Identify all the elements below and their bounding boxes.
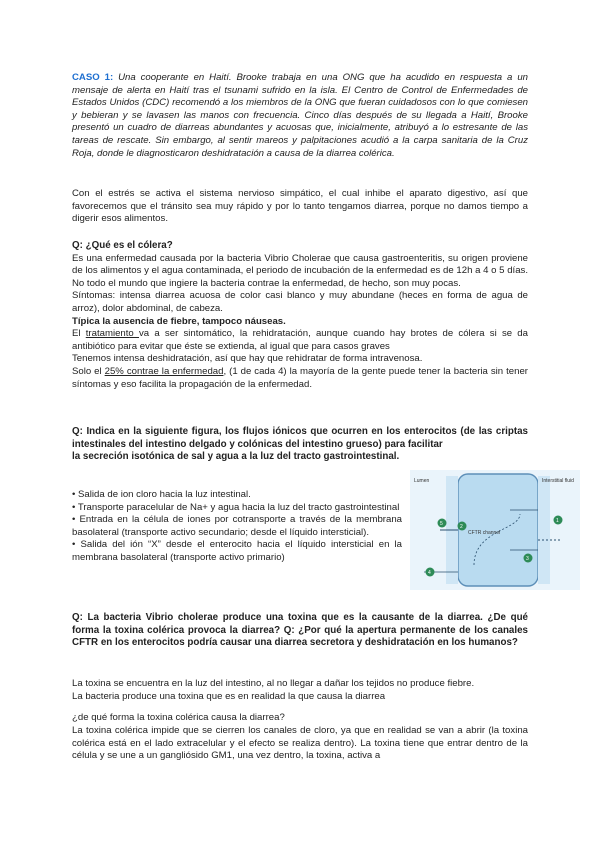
enterocyte-diagram (410, 470, 580, 590)
toxina-p1: La toxina se encuentra en la luz del intestino, al no llegar a dañar los tejidos no produce fiebre. (72, 678, 475, 689)
trat-suffix: va a ser sintomático, la rehidratación, aunque cuando hay brotes de cólera si se da antibiótico para evitar que éste se extienda, al igual que para casos graves (72, 328, 528, 352)
marker-number: 2 (460, 524, 463, 530)
lumen-label: Lumen (414, 478, 430, 484)
colera-section (72, 240, 528, 391)
flujos-question: Q: Indica en la siguiente figura, los flujos iónicos que ocurren en los enterocitos (de las criptas intestinales del intestino delgado y colónicas del intestino grueso) para facilitar (72, 426, 528, 450)
flujos-question-cont: la secreción isotónica de sal y agua a la luz del tracto gastrointestinal. (72, 451, 400, 462)
solo-suffix: , (1 de cada 4) la mayoría de la gente puede tener la bacteria sin tener síntomas y eso facilita la propagación de la enfermedad. (72, 365, 528, 390)
trat-prefix: El (72, 328, 86, 340)
marker-number: 4 (428, 570, 431, 576)
colera-sintomas: Síntomas: intensa diarrea acuosa de color casi blanco y muy abundane (heces en forma de agua de arroz), dolor abdominal, de cabeza. (72, 290, 528, 314)
solo-underlined: 25% contrae la enfermedad (104, 365, 224, 377)
marker-number: 3 (526, 556, 529, 562)
colera-definition: Es una enfermedad causada por la bacteria Vibrio Cholerae que causa gastroenteritis, su origen proviene de los alimentos y el agua contaminada, el periodo de incubación de la enfermedad es de 12h a 4 o 5 días. No todo el mundo que ingiere la bacteria contrae la enfermedad, de hecho, son muy pocas. (72, 252, 528, 289)
toxina-p3: La toxina colérica impide que se cierren los canales de cloro, ya que en realidad se van a abrir (la toxina colérica está en el lado extracelular y el efecto se realiza dentro). La toxina tiene que entrar dentro de la célula y se une a un gangliósido GM1, una vez dentro, la toxina, activa a (72, 725, 528, 762)
toxina-question: Q: La bacteria Vibrio cholerae produce una toxina que es la causante de la diarrea. ¿De qué forma la toxina colérica provoca la diarrea? Q: ¿Por qué la apertura permanente de los canales CFTR en los enterocitos podría causar una diarrea secretora y deshidratación en los humanos? (72, 612, 528, 649)
colera-tratamiento (72, 328, 528, 353)
toxina-sub: ¿de qué forma la toxina colérica causa la diarrea? (72, 712, 285, 723)
caso-label: CASO 1: (72, 72, 114, 83)
trat-underlined: tratamiento (85, 328, 139, 340)
marker-number: 5 (440, 521, 443, 527)
colera-fiebre: Típica la ausencia de fiebre, tampoco náuseas. (72, 315, 286, 327)
colera-deshidratacion: Tenemos intensa deshidratación, así que hay que rehidratar de forma intravenosa. (72, 353, 423, 365)
enterocyte-figure (410, 470, 580, 590)
interstitial-label: Interstitial fluid (542, 478, 574, 484)
flujo-item: • Transporte paracelular de Na+ y agua hacia la luz del tracto gastrointestinal (72, 501, 400, 513)
caso-paragraph (72, 72, 528, 160)
colera-question: Q: ¿Qué es el cólera? (72, 240, 173, 251)
flujo-item: • Entrada en la célula de iones por cotransporte a través de la membrana basolateral (transporte activo secundario; desde el líquido intersticial). (72, 514, 402, 538)
caso-text: Una cooperante en Haití. Brooke trabaja en una ONG que ha acudido en respuesta a un mensaje de alerta en Haití tras el tsunami sufrido en la isla. El Centro de Control de Enfermedades de Estados Unidos (CDC) recomendó a los miembros de la ONG que fueran cuidadosos con lo que comiesen y bebieran y se lavasen las manos con frecuencia. Cinco días después de su llegada a Haití, Brooke presentó un cuadro de diarreas abundantes y acuosas que, inicialmente, atribuyó a lo estresante de las tareas de rescate. Sin embargo, al sentir mareos y palpitaciones acudió a la carpa sanitaria de la Cruz Roja, donde le diagnosticaron deshidratación a causa de la diarrea colérica. (72, 72, 528, 159)
estres-paragraph: Con el estrés se activa el sistema nervioso simpático, el cual inhibe el aparato digestivo, así que favorecemos que el tránsito sea muy rápido y por lo tanto tengamos diarrea, porque no damos tiempo a digerir esos alimentos. (72, 188, 528, 225)
solo-prefix: Solo el (72, 365, 105, 377)
flujo-item: • Salida de ion cloro hacia la luz intestinal. (72, 489, 251, 500)
flujo-item: • Salida del ión “X” desde el enterocito hacia el líquido intersticial en la membrana basolateral (transporte activo primario) (72, 539, 402, 563)
cftr-label: CFTR channel (468, 530, 501, 536)
flujos-list (72, 489, 402, 565)
toxina-p2: La bacteria produce una toxina que es en realidad la que causa la diarrea (72, 691, 386, 702)
colera-porcentaje (72, 366, 528, 391)
marker-number: 1 (556, 518, 559, 524)
